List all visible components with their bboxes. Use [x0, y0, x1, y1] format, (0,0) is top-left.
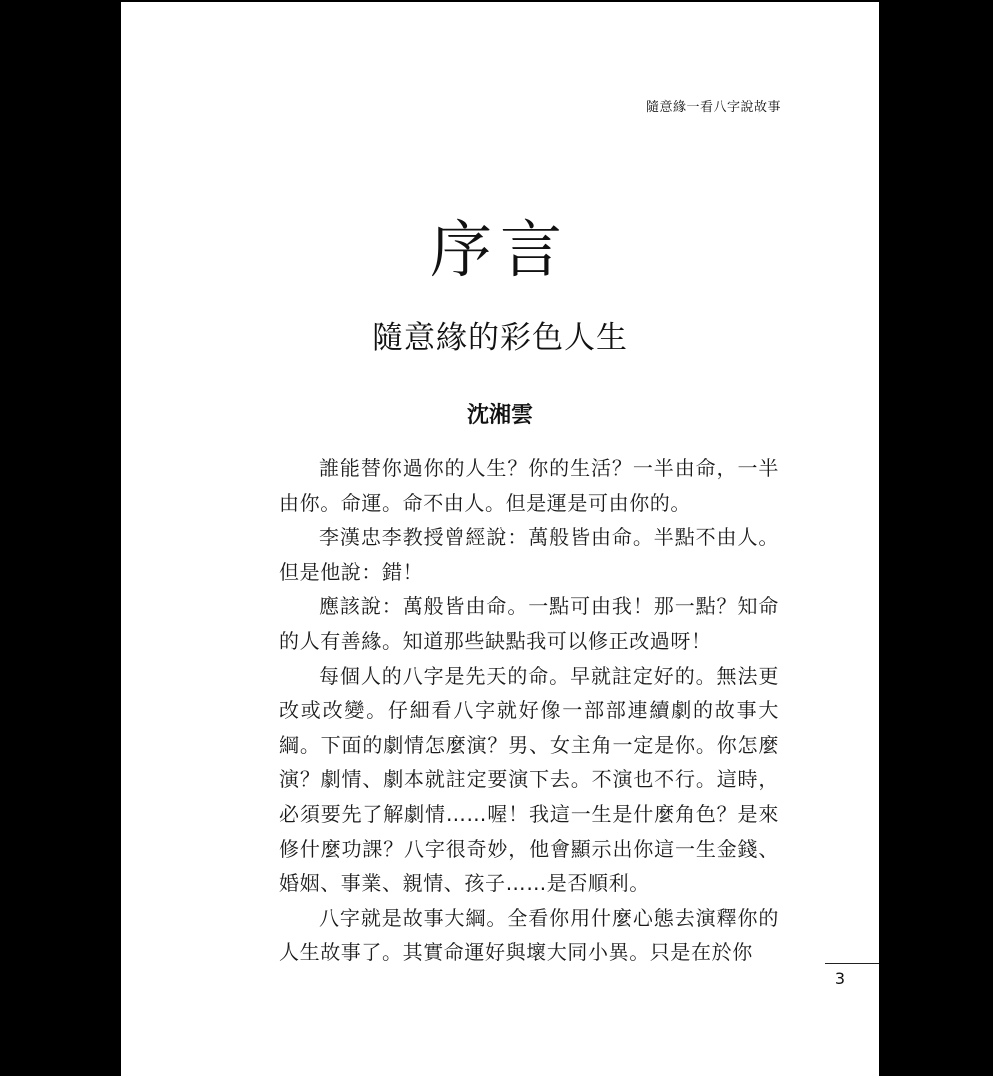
chapter-title: 序言	[429, 213, 570, 286]
page-number: 3	[834, 969, 846, 988]
paragraph: 李漢忠李教授曾經說：萬般皆由命。半點不由人。但是他說：錯！	[279, 525, 779, 584]
running-head: 隨意緣一看八字說故事	[645, 100, 781, 115]
author-name: 沈湘雲	[466, 403, 533, 428]
chapter-subtitle: 隨意緣的彩色人生	[372, 320, 628, 356]
paragraph: 每個人的八字是先天的命。早就註定好的。無法更改或改變。仔細看八字就好像一部部連續劇的故事大綱。下面的劇情怎麼演？男、女主角一定是你。你怎麼演？劇情、劇本就註定要演下去。不演也不行。這時，必須要先了解劇情……喔！我這一生是什麼角色？是來修什麼功課？八字很奇妙，他會顯示出你這一生金錢、婚姻、事業、親情、孩子……是否順利。	[279, 663, 779, 896]
body-text	[279, 451, 779, 970]
footer-rule	[825, 963, 879, 964]
paragraph: 應該說：萬般皆由命。一點可由我！那一點？知命的人有善緣。知道那些缺點我可以修正改過呀！	[279, 594, 779, 653]
book-page	[121, 2, 879, 1076]
paragraph: 八字就是故事大綱。全看你用什麼心態去演釋你的人生故事了。其實命運好與壞大同小異。只是在於你	[279, 905, 779, 965]
paragraph: 誰能替你過你的人生？你的生活？一半由命，一半由你。命運。命不由人。但是運是可由你的。	[279, 456, 779, 515]
